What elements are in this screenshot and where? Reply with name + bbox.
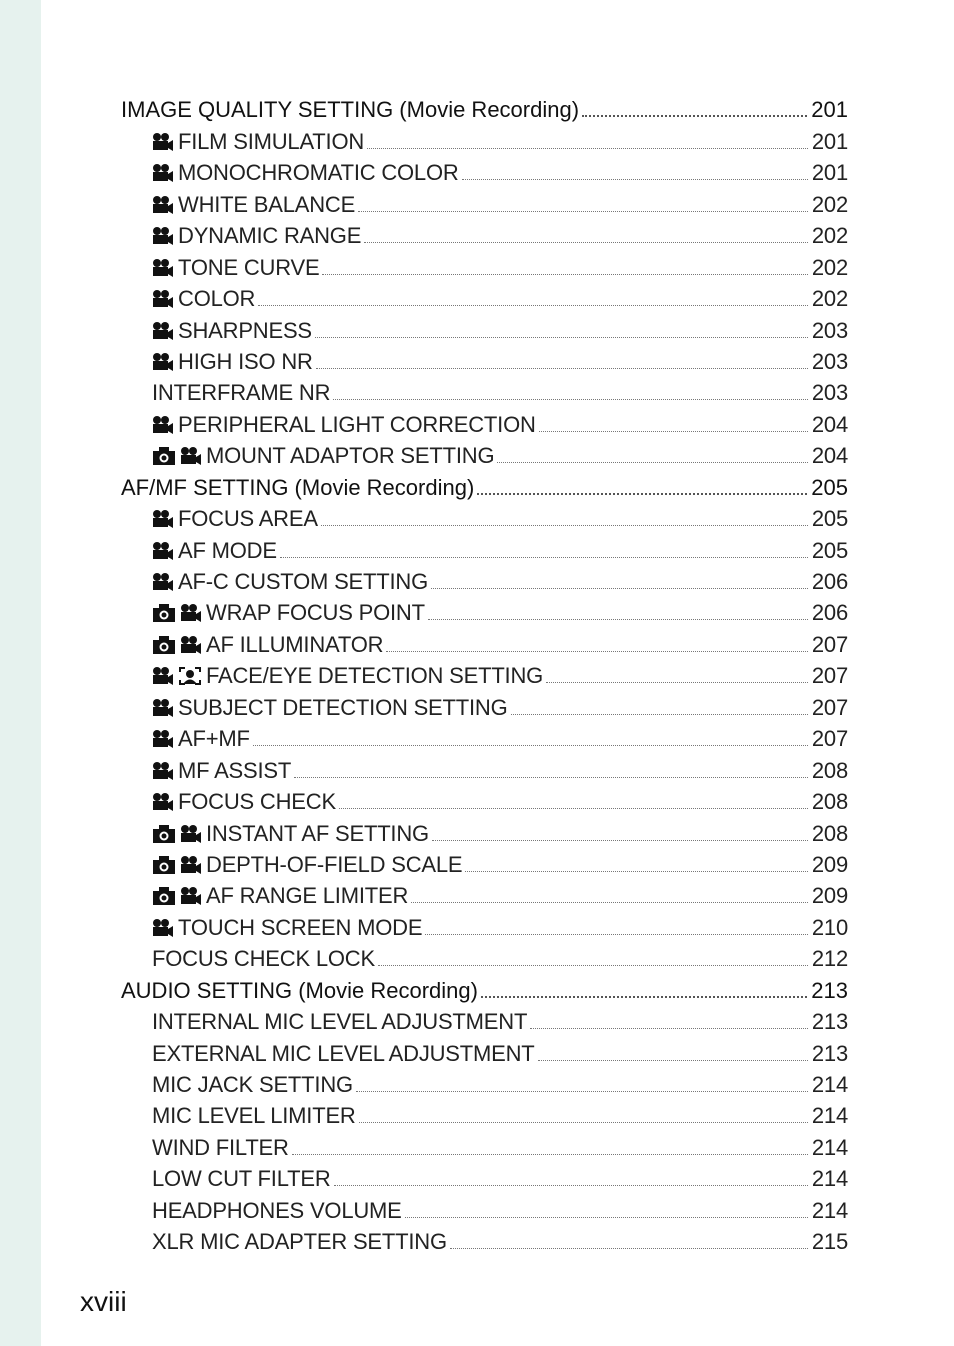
entry-icons [152, 886, 202, 906]
toc-entry[interactable] [121, 787, 848, 818]
dot-leader [316, 367, 808, 369]
entry-icons [152, 666, 202, 686]
still-camera-icon [152, 886, 176, 906]
entry-label: HEADPHONES VOLUME [152, 1197, 402, 1223]
toc-section-entry[interactable] [121, 975, 848, 1006]
dot-leader [364, 241, 808, 243]
entry-page-number: 214 [811, 1134, 848, 1160]
entry-icons [152, 321, 174, 341]
entry-label: COLOR [178, 286, 256, 312]
toc-entry[interactable] [121, 1195, 848, 1226]
entry-page-number: 202 [811, 286, 848, 312]
dot-leader [530, 1027, 808, 1029]
still-camera-icon [152, 824, 176, 844]
entry-label: INTERNAL MIC LEVEL ADJUSTMENT [152, 1009, 528, 1035]
entry-page-number: 212 [811, 946, 848, 972]
toc-entry[interactable] [121, 535, 848, 566]
entry-label: MOUNT ADAPTOR SETTING [206, 443, 495, 469]
movie-camera-icon [152, 321, 174, 341]
entry-label: SHARPNESS [178, 317, 312, 343]
dot-leader [582, 114, 807, 117]
dot-leader [253, 744, 808, 746]
entry-page-number: 208 [811, 789, 848, 815]
entry-icons [152, 509, 174, 529]
entry-icons [152, 226, 174, 246]
entry-page-number: 205 [811, 506, 848, 532]
entry-label: WRAP FOCUS POINT [206, 600, 425, 626]
entry-label: AF-C CUSTOM SETTING [178, 569, 429, 594]
side-color-band [0, 0, 41, 1346]
entry-page-number: 203 [811, 380, 848, 406]
entry-label: DEPTH-OF-FIELD SCALE [206, 851, 463, 877]
entry-label: HIGH ISO NR [178, 348, 313, 374]
movie-camera-icon [152, 761, 174, 781]
entry-label: AF ILLUMINATOR [206, 631, 384, 657]
entry-label: WHITE BALANCE [178, 191, 356, 217]
entry-label: FOCUS CHECK [178, 789, 336, 815]
entry-icons [152, 824, 202, 844]
entry-page-number: 204 [811, 443, 848, 469]
entry-icons [152, 415, 174, 435]
face-detection-icon [178, 666, 202, 686]
entry-icons [152, 603, 202, 623]
dot-leader [333, 398, 808, 400]
movie-camera-icon [152, 541, 174, 561]
toc-entry[interactable] [121, 1132, 848, 1163]
dot-leader [497, 461, 808, 463]
movie-camera-icon [152, 352, 174, 372]
entry-icons [152, 163, 174, 183]
entry-icons [152, 572, 174, 592]
toc-entry[interactable] [121, 347, 848, 378]
movie-camera-icon [152, 258, 174, 278]
entry-label: AF RANGE LIMITER [206, 883, 409, 909]
entry-page-number: 204 [811, 411, 848, 437]
movie-camera-icon [180, 635, 202, 655]
toc-entry[interactable] [121, 598, 848, 629]
entry-icons [152, 352, 174, 372]
toc-section-entry[interactable] [121, 95, 848, 126]
toc-entry[interactable] [121, 284, 848, 315]
toc-entry[interactable] [121, 944, 848, 975]
movie-camera-icon [180, 603, 202, 623]
entry-page-number: 207 [811, 726, 848, 752]
entry-label: AF/MF SETTING (Movie Recording) [121, 474, 475, 500]
entry-label: LOW CUT FILTER [152, 1166, 331, 1192]
entry-icons [152, 258, 174, 278]
entry-label: AF MODE [178, 537, 277, 563]
entry-label: EXTERNAL MIC LEVEL ADJUSTMENT [152, 1040, 535, 1066]
dot-leader [425, 933, 808, 935]
entry-page-number: 207 [811, 663, 848, 689]
toc-entry[interactable] [121, 378, 848, 409]
toc-entry[interactable] [121, 567, 848, 598]
entry-page-number: 215 [811, 1229, 848, 1255]
entry-label: TOUCH SCREEN MODE [178, 914, 423, 940]
dot-leader [315, 336, 808, 338]
movie-camera-icon [152, 666, 174, 686]
entry-label: PERIPHERAL LIGHT CORRECTION [178, 411, 536, 437]
entry-page-number: 214 [811, 1072, 848, 1097]
toc-entry[interactable] [121, 252, 848, 283]
dot-leader [294, 776, 808, 778]
toc-entry[interactable] [121, 1007, 848, 1038]
movie-camera-icon [152, 226, 174, 246]
entry-page-number: 203 [811, 348, 848, 374]
entry-icons [152, 289, 174, 309]
entry-page-number: 206 [811, 569, 848, 594]
toc-entry[interactable] [121, 315, 848, 346]
movie-camera-icon [152, 572, 174, 592]
entry-label: FILM SIMULATION [178, 128, 365, 154]
entry-icons [152, 132, 174, 152]
dot-leader [511, 713, 808, 715]
movie-camera-icon [180, 446, 202, 466]
entry-page-number: 214 [811, 1166, 848, 1192]
entry-page-number: 213 [811, 1009, 848, 1035]
toc-entry[interactable] [121, 1070, 848, 1101]
toc-entry[interactable] [121, 912, 848, 943]
entry-page-number: 206 [811, 600, 848, 626]
movie-camera-icon [152, 729, 174, 749]
dot-leader [334, 1184, 808, 1186]
dot-leader [432, 839, 808, 841]
still-camera-icon [152, 635, 176, 655]
dot-leader [538, 1059, 808, 1061]
entry-label: TONE CURVE [178, 254, 320, 280]
toc-entry[interactable] [121, 1101, 848, 1132]
entry-page-number: 214 [811, 1103, 848, 1129]
toc-entry[interactable] [121, 409, 848, 440]
entry-icons [152, 729, 174, 749]
entry-label: XLR MIC ADAPTER SETTING [152, 1229, 447, 1255]
entry-icons [152, 855, 202, 875]
toc-entry[interactable] [121, 692, 848, 723]
entry-label: FOCUS CHECK LOCK [152, 946, 375, 972]
entry-label: MF ASSIST [178, 757, 292, 783]
toc-entry[interactable] [121, 126, 848, 157]
entry-icons [152, 541, 174, 561]
entry-page-number: 202 [811, 191, 848, 217]
toc-entry[interactable] [121, 850, 848, 881]
dot-leader [258, 304, 808, 306]
entry-page-number: 201 [811, 128, 848, 154]
entry-page-number: 207 [811, 694, 848, 720]
dot-leader [322, 273, 807, 275]
toc-entry[interactable] [121, 504, 848, 535]
dot-leader [428, 618, 808, 620]
entry-icons [152, 761, 174, 781]
dot-leader [411, 901, 808, 903]
movie-camera-icon [152, 195, 174, 215]
entry-icons [152, 792, 174, 812]
movie-camera-icon [180, 855, 202, 875]
dot-leader [539, 430, 808, 432]
dot-leader [367, 147, 808, 149]
toc-entry[interactable] [121, 818, 848, 849]
toc-entry[interactable] [121, 629, 848, 660]
entry-page-number: 208 [811, 820, 848, 846]
toc-entry[interactable] [121, 1227, 848, 1258]
dot-leader [405, 1216, 808, 1218]
movie-camera-icon [152, 289, 174, 309]
entry-page-number: 203 [811, 317, 848, 343]
toc-entry[interactable] [121, 189, 848, 220]
movie-camera-icon [152, 918, 174, 938]
toc-entry[interactable] [121, 661, 848, 692]
dot-leader [359, 1121, 808, 1123]
toc-section-entry[interactable] [121, 472, 848, 503]
dot-leader [292, 1153, 808, 1155]
entry-label: MIC JACK SETTING [152, 1072, 353, 1097]
dot-leader [481, 995, 807, 998]
entry-label: AUDIO SETTING (Movie Recording) [121, 977, 478, 1003]
still-camera-icon [152, 446, 176, 466]
entry-label: WIND FILTER [152, 1134, 289, 1160]
entry-label: MONOCHROMATIC COLOR [178, 160, 459, 186]
dot-leader [339, 807, 808, 809]
toc-entry[interactable] [121, 441, 848, 472]
entry-label: INTERFRAME NR [152, 380, 331, 406]
entry-page-number: 201 [811, 97, 848, 123]
still-camera-icon [152, 603, 176, 623]
movie-camera-icon [152, 698, 174, 718]
entry-label: INSTANT AF SETTING [206, 820, 429, 846]
movie-camera-icon [152, 415, 174, 435]
dot-leader [321, 524, 808, 526]
dot-leader [465, 870, 808, 872]
toc-entry[interactable] [121, 881, 848, 912]
dot-leader [356, 1090, 808, 1092]
toc-entry[interactable] [121, 1038, 848, 1069]
toc-entry[interactable] [121, 158, 848, 189]
entry-page-number: 208 [811, 757, 848, 783]
entry-label: FOCUS AREA [178, 506, 318, 532]
toc-entry[interactable] [121, 221, 848, 252]
entry-label: FACE/EYE DETECTION SETTING [206, 663, 544, 689]
movie-camera-icon [180, 886, 202, 906]
page-number: xviii [80, 1286, 127, 1317]
entry-page-number: 213 [811, 1040, 848, 1066]
entry-page-number: 213 [811, 977, 848, 1003]
toc-entry[interactable] [121, 1164, 848, 1195]
dot-leader [280, 556, 808, 558]
entry-page-number: 210 [811, 914, 848, 940]
table-of-contents [121, 95, 848, 1258]
entry-page-number: 201 [811, 160, 848, 186]
entry-label: DYNAMIC RANGE [178, 223, 362, 249]
dot-leader [431, 587, 808, 589]
dot-leader [546, 681, 808, 683]
entry-page-number: 209 [811, 883, 848, 909]
dot-leader [378, 964, 808, 966]
entry-icons [152, 195, 174, 215]
entry-icons [152, 698, 174, 718]
toc-entry[interactable] [121, 724, 848, 755]
entry-icons [152, 635, 202, 655]
entry-icons [152, 918, 174, 938]
entry-page-number: 214 [811, 1197, 848, 1223]
still-camera-icon [152, 855, 176, 875]
dot-leader [358, 210, 808, 212]
dot-leader [450, 1247, 808, 1249]
entry-page-number: 209 [811, 851, 848, 877]
entry-page-number: 205 [811, 537, 848, 563]
toc-entry[interactable] [121, 755, 848, 786]
movie-camera-icon [152, 132, 174, 152]
movie-camera-icon [180, 824, 202, 844]
entry-page-number: 202 [811, 254, 848, 280]
entry-icons [152, 446, 202, 466]
entry-page-number: 205 [811, 474, 848, 500]
entry-label: MIC LEVEL LIMITER [152, 1103, 356, 1129]
dot-leader [462, 178, 808, 180]
entry-page-number: 202 [811, 223, 848, 249]
dot-leader [477, 492, 807, 495]
entry-label: IMAGE QUALITY SETTING (Movie Recording) [121, 97, 580, 123]
entry-label: AF+MF [178, 726, 250, 752]
movie-camera-icon [152, 163, 174, 183]
movie-camera-icon [152, 792, 174, 812]
dot-leader [386, 650, 808, 652]
entry-page-number: 207 [811, 631, 848, 657]
entry-label: SUBJECT DETECTION SETTING [178, 694, 508, 720]
movie-camera-icon [152, 509, 174, 529]
